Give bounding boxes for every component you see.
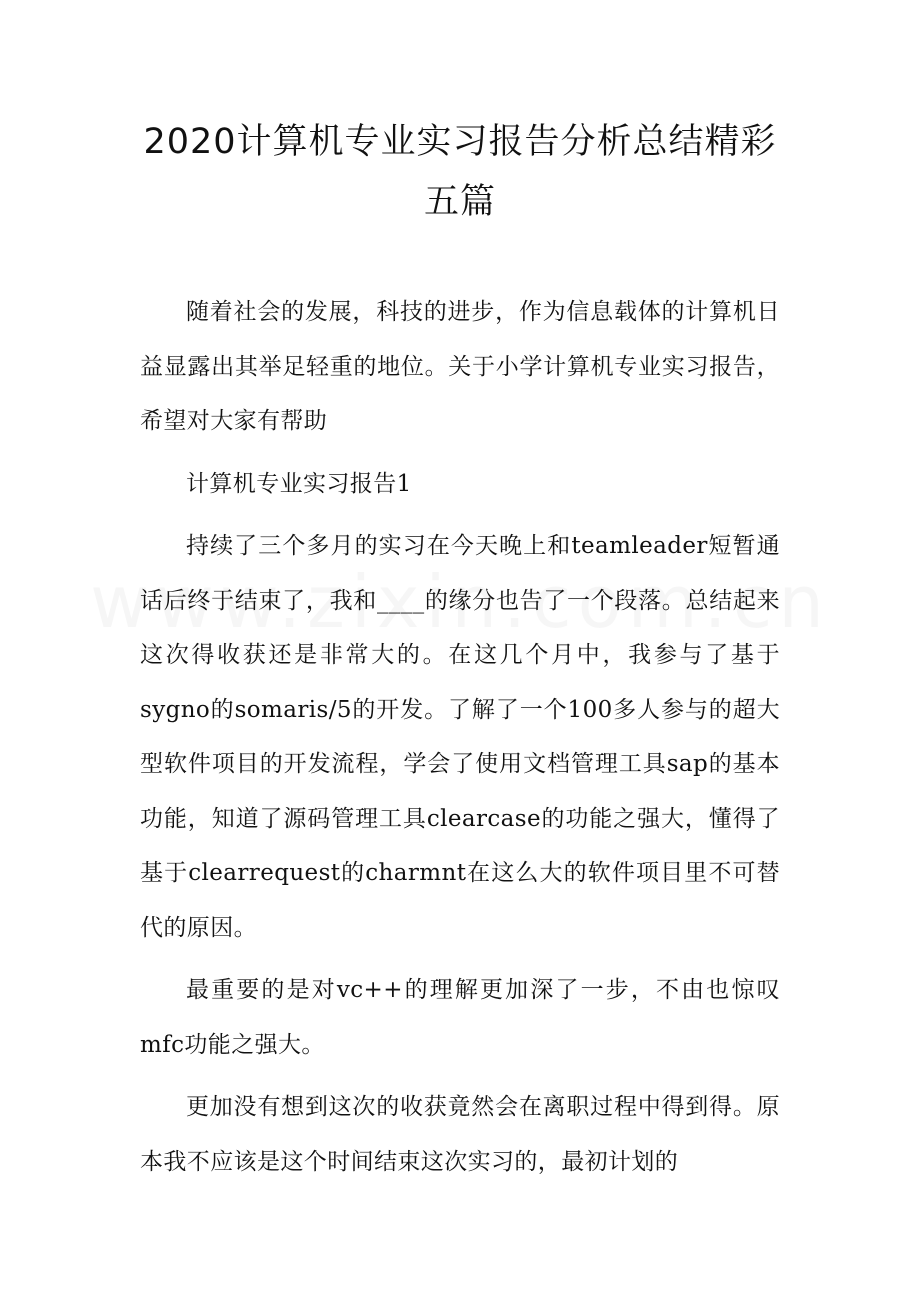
intro-paragraph: 随着社会的发展，科技的进步，作为信息载体的计算机日益显露出其举足轻重的地位。关于小学计算机专业实习报告，希望对大家有帮助 (140, 299, 780, 434)
body-paragraph: 更加没有想到这次的收获竟然会在离职过程中得到得。原本我不应该是这个时间结束这次实习的，最初计划的 (140, 1094, 780, 1175)
document-title: 2020计算机专业实习报告分析总结精彩五篇 (143, 122, 777, 222)
body-paragraph: 最重要的是对vc++的理解更加深了一步，不由也惊叹mfc功能之强大。 (140, 977, 780, 1058)
body-paragraph: 持续了三个多月的实习在今天晚上和teamleader短暂通话后终于结束了，我和____的缘分也告了一个段落。总结起来这次得收获还是非常大的。在这几个月中，我参与了基于sygno的somaris/5的开发。了解了一个100多人参与的超大型软件项目的开发流程，学会了使用文档管理工具sap的基本功能，知道了源码管理工具clearcase的功能之强大，懂得了基于clearrequest的charmnt在这么大的软件项目里不可替代的原因。 (140, 533, 780, 941)
section-heading: 计算机专业实习报告1 (186, 470, 412, 497)
document-body (140, 285, 780, 1189)
